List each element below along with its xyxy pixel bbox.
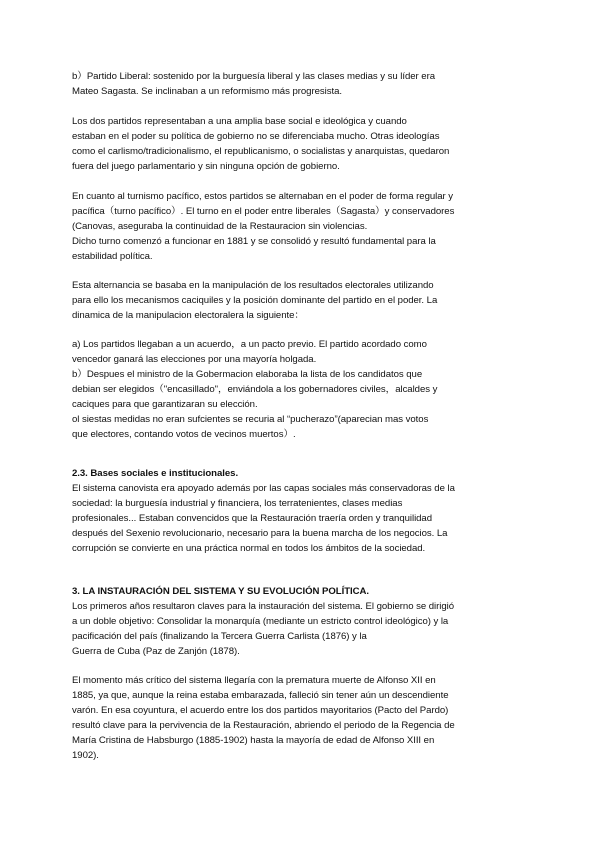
text-line: El sistema canovista era apoyado además por las capas sociales más conservadoras de la	[72, 483, 455, 494]
paragraph-dos-partidos	[72, 114, 532, 174]
section-heading: 2.3. Bases sociales e institucionales.	[72, 468, 239, 479]
paragraph-turnismo	[72, 189, 532, 264]
paragraph-alternancia	[72, 278, 532, 323]
text-line: b）Despues el ministro de la Gobermacion elaboraba la lista de los candidatos que	[72, 369, 423, 380]
text-line: El momento más crítico del sistema llegaría con la prematura muerte de Alfonso XII en	[72, 675, 436, 686]
text-line: 1885, ya que, aunque la reina estaba embarazada, falleció sin tener aún un descendiente	[72, 690, 449, 701]
text-line: debian ser elegidos（"encasillado"，enviándola a los gobernadores civiles，alcaldes y	[72, 384, 438, 395]
text-line: dinamica de la manipulacion electoralera la siguiente：	[72, 310, 304, 321]
paragraph-dinamica	[72, 337, 532, 442]
text-line: fuera del juego parlamentario y sin ninguna opción de gobierno.	[72, 161, 340, 172]
text-line: estaban en el poder su política de gobierno no se diferenciaba mucho. Otras ideologías	[72, 131, 440, 142]
text-line: María Cristina de Habsburgo (1885-1902) hasta la mayoría de edad de Alfonso XIII en	[72, 735, 435, 746]
text-line: a) Los partidos llegaban a un acuerdo，a un pacto previo. El partido acordado como	[72, 339, 427, 350]
text-line: resultó clave para la pervivencia de la Restauración, abriendo el periodo de la Regencia de	[72, 720, 455, 731]
text-line: (Canovas, aseguraba la continuidad de la Restauracion sin violencias.	[72, 221, 368, 232]
section-bases-sociales	[72, 466, 532, 556]
text-line: a un doble objetivo: Consolidar la monarquía (mediante un estricto control ideológico) y la	[72, 616, 449, 627]
text-line: para ello los mecanismos caciquiles y la posición dominante del partido en el poder. La	[72, 295, 438, 306]
section-heading: 3. LA INSTAURACIÓN DEL SISTEMA Y SU EVOLUCIÓN POLÍTICA.	[72, 586, 369, 597]
text-line: ol siestas medidas no eran sufcientes se recuria al “pucherazo”(aparecian mas votos	[72, 414, 429, 425]
text-line: Los dos partidos representaban a una amplia base social e ideológica y cuando	[72, 116, 407, 127]
paragraph-momento-critico	[72, 673, 532, 763]
text-line: corrupción se convierte en una práctica normal en todos los ámbitos de la sociedad.	[72, 543, 426, 554]
text-line: Los primeros años resultaron claves para la instauración del sistema. El gobierno se dirigió	[72, 601, 455, 612]
text-line: que electores, contando votos de vecinos muertos）.	[72, 429, 296, 440]
text-line: 1902).	[72, 750, 99, 761]
text-line: varón. En esa coyuntura, el acuerdo entre los dos partidos mayoritarios (Pacto del Pardo)	[72, 705, 449, 716]
text-line: pacífica（turno pacífico）. El turno en el poder entre liberales（Sagasta）y conservadores	[72, 206, 455, 217]
text-line: b）Partido Liberal: sostenido por la burguesía liberal y las clases medias y su líder era	[72, 71, 436, 82]
text-line: Mateo Sagasta. Se inclinaban a un reformismo más progresista.	[72, 86, 342, 97]
paragraph-partido-liberal	[72, 69, 532, 99]
text-line: Esta alternancia se basaba en la manipulación de los resultados electorales utilizando	[72, 280, 434, 291]
text-line: como el carlismo/tradicionalismo, el republicanismo, o socialistas y anarquistas, quedaron	[72, 146, 450, 157]
text-line: Guerra de Cuba (Paz de Zanjón (1878).	[72, 646, 240, 657]
text-line: pacificación del país (finalizando la Tercera Guerra Carlista (1876) y la	[72, 631, 367, 642]
text-line: después del Sexenio revolucionario, necesario para la buena marcha de los negocios. La	[72, 528, 448, 539]
text-line: profesionales... Estaban convencidos que la Restauración traería orden y tranquilidad	[72, 513, 433, 524]
text-line: caciques para que garantizaran su elección.	[72, 399, 258, 410]
text-line: estabilidad política.	[72, 251, 153, 262]
text-line: vencedor ganará las elecciones por una mayoría holgada.	[72, 354, 317, 365]
text-line: sociedad: la burguesía industrial y financiera, los terratenientes, clases medias	[72, 498, 403, 509]
text-line: Dicho turno comenzó a funcionar en 1881 y se consolidó y resultó fundamental para la	[72, 236, 436, 247]
section-instauracion	[72, 584, 532, 659]
text-line: En cuanto al turnismo pacífico, estos partidos se alternaban en el poder de forma regular y	[72, 191, 454, 202]
